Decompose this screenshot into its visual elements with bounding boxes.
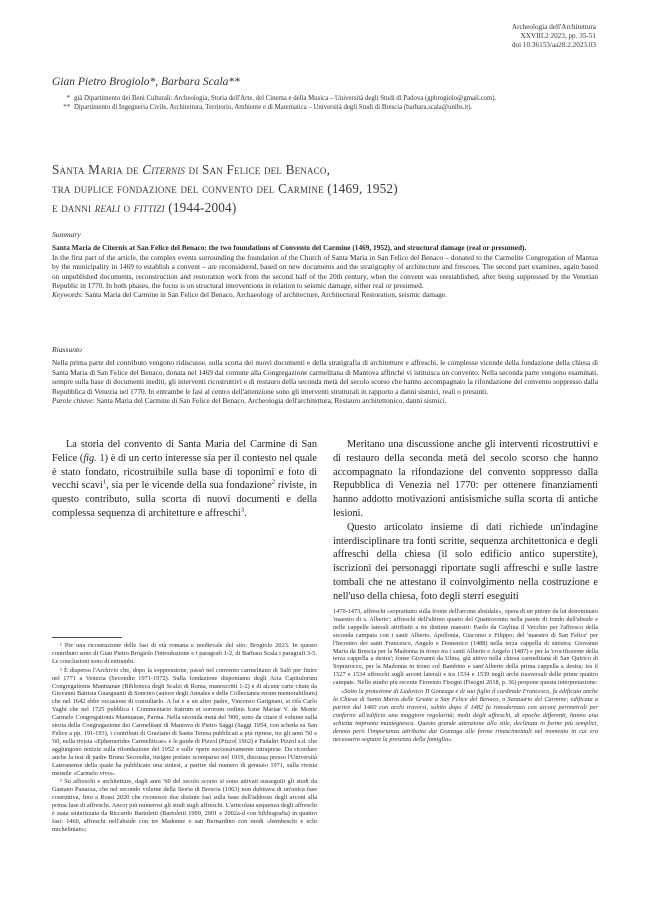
journal-header [512,23,596,50]
footnote-ref[interactable]: 3 [240,506,245,514]
journal-name: Archeologia dell'Architettura [511,23,596,31]
affiliation-text: Dipartimento di Ingegneria Civile, Architettura, Territorio, Ambiente e di Matematica – Università degli Studi di Brescia (barbara.scala@unibs.it). [74,104,473,112]
title-line: tra duplice fondazione del convento del Carmine (1469, 1952) [52,181,398,196]
title-text: o [120,200,134,215]
title-text: e danni [52,200,95,215]
footnote: ³ Su affreschi e architetture, dagli anni '60 del secolo scorso si sono attivati susseguiti gli studi da Gaetano Panazza, che nel secondo volume della Storia di Brescia (1963) non dubitava di un'unica fase costruttiva, fino a Rossi 2020 che riconosce due distinte fasi sulla base dell'addosso degli arconi alla prima fase di affreschi. Ancor più numerosi gli studi sugli affreschi. L'articolata sequenza degli affreschi è stata sintetizzata da Riccardo Bartoletti (Bartoletti 1999, 2001 e 2002a-d con bibliografia) in quattro fasi: 1460, affreschi nell'abside con tre Madonne e san Bernardino con modi «bembeschi e echi michelinian»; [52,778,317,833]
keywords-label: Keywords: [52,290,84,300]
parole-chiave-label: Parole chiave: [52,396,95,406]
affiliation-mark: ** [63,104,70,112]
title-italic: reali [94,200,121,215]
summary-text: In the first part of the article, the complex events surrounding the foundation of the Church of Santa Maria in San Felice del Benaco – donated to the Carmelite Congregation of Mantua by the municipality in 1469 to establish a convent – are reconsidered, based on new documents and the stratigraphy of architecture and frescoes. The second part examines, again based on unpublished documents, reconstruction and restoration work from the second half of the 20th century, when the convent was reestablished, after being suppressed by the Venetian Republic in 1770. In both phases, the focus is on structural interventions in relation to seismic damage, either real or presumed. [52,252,598,291]
title-text: di San Felice del Benaco, [185,162,331,177]
footnote: ¹ Per una ricostruzione delle fasi di età romana e medievale del sito: Brogiolo 2023. In questo contributo sono di Gian Pietro Brogiolo l'introduzione e i paragrafi 1-2, di Barbara Scala i paragrafi 3-5. Le conclusioni sono di entrambi. [52,642,317,665]
body-column-left [52,438,317,521]
journal-doi: doi 10.36153/aa28.2.2023.03 [511,41,596,49]
riassunto-text: Nella prima parte del contributo vengono ridiscusse, sulla scorta dei nuovi documenti e della stratigrafia di architetture e affreschi, le complesse vicende della fondazione della chiesa di Santa Maria di San Felice del Benaco, donata nel 1469 dal comune alla Congregazione carmelitana di Mantova affinché vi istituisca un convento. Nella seconda parte vengono esaminati, sempre sulla base di documenti inediti, gli interventi ricostruttivi e di restauro della seconda metà del secolo scorso che hanno accompagnato la rifondazione del convento soppresso dalla Repubblica di Venezia nel 1770. In entrambe le fasi al centro dell'attenzione sono gli interventi strutturali in rapporto a danni sismici, reali o presunti. [52,358,598,396]
riassunto-heading: Riassunto [52,345,82,354]
footnote-ref[interactable]: 2 [271,478,276,486]
affiliation-mark: * [66,95,70,102]
parole-chiave: Santa Maria del Carmine di San Felice del Benaco, Archeologia dell'architettura, Restauro architettonico, danni sismici. [94,396,447,406]
title-italic: Citernis [142,162,186,177]
footnote-ref[interactable]: 1 [102,478,107,486]
summary-section [52,230,598,300]
affiliations [60,95,605,113]
journal-issue: XXVIII.2 2023, pp. 35-51 [520,32,596,40]
title-text: Santa Maria de [52,162,143,177]
affiliation-1 [60,95,605,103]
footnotes-right [333,608,598,744]
keywords: Santa Maria del Carmine in San Felice del Benaco, Archaeology of architecture, Architectural Restoration, seismic damage. [83,290,447,300]
footnote-divider [52,637,122,638]
authors: Gian Pietro Brogiolo*, Barbara Scala** [52,76,240,88]
title-italic: fittizi [133,200,165,215]
footnote-continued: 1470-1473, affreschi «soprattutto sulla fronte dell'arcone absidale», opera di un pittore da lui denominato 'maestro di s. Alberto'; affreschi dell'ultimo quarto del Quattrocento nella parete di fondo dell'abside e nelle cappelle laterali attribuiti a tre distinte maestri: Paolo da Caylina il Vecchio per l'affresco della seconda campata con i santi Alberto, Apollonia, Giacomo e Filippo; del 'maestro di San Felice' per l'Incontro dei santi Francesco, Angelo e Domenico (1488) nella terza cappella di sinistra; Giovanni Maria da Brescia per la Madonna in trono tra i santi Alberto e Angelo (1487) e per la 'crocifissione della terza cappella a destra'; fonse Giovanni da Ulma, già attivo nella chiesa carmelitana di San Quirico di Soprarocco, per la Madonna in trono col Bambino e sant'Alberto della prima cappella a destra; tra il 1527 e 1534 affreschi sugli arconi laterali e tra 1534 e 1539 negli archi trasversali delle prime quattro campate. Nello studio più recente Fiorenzo Fisogni (Fisogni 2018, p. 36) propone questa interpretazione: [333,608,598,687]
paragraph: Meritano una discussione anche gli interventi ricostruttivi e di restauro della seconda metà del secolo scorso che hanno accompagnato la rifondazione del convento soppresso dalla Repubblica di Venezia nel 1770: per ottenere finanziamenti hanno addotto motivazioni antisismiche sulla scorta di antiche lesioni. [333,439,598,519]
footnotes-left [52,642,317,835]
paragraph: La storia del convento di Santa Maria del Carmine di San Felice (fig. 1) è di un certo interesse sia per il contesto nel quale è stato fondato, ricostruibile sulla base di toponimi e foto di vecchi scavi$^1$, sia per le vicende della sua fondazione$^2$ riviste, in questo contributo, sulla scorta di nuovi documenti e della complessa sequenza di architetture e affreschi$^3$. [52,439,317,519]
affiliation-2 [60,104,605,112]
footnote-quote: «Sotto la protezione di Ludovico II Gonzaga e di suo figlio il cardinale Francesco, fu edificata anche la Chiesa di Santa Maria delle Grazie a San Felice del Benaco, o Santuario del Carmine; edificata a partire dal 1460 con archi traversi, subito dopo il 1482 fu rimodernata con arconi perimetrali per conferire all'edificio una maggiore regolarità; molti degli affreschi, di epoche differenti, hanno una schietta impronta mantegnesca. Questo grande attenzione allo stile, declinata in forme più semplici, denota però l'importanza attribuita dai Gonzaga alle forme rinascimentali nel momento in cui era necessario segnare la presenza della famiglia». [333,688,598,743]
summary-english-title: Santa Maria de Citernis at San Felice del Benaco: the two foundations of Convento del Carmine (1469, 1952), and structural damage (real or presumed). [52,243,527,253]
article-title [52,160,602,217]
riassunto-section [52,345,598,405]
paragraph: Questo articolato insieme di dati richiede un'indagine interdisciplinare tra fonti scritte, sequenza architettonica e degli affreschi della chiesa (il solo edificio antico superstite), iscrizioni dei personaggi riportate sugli affreschi e sulle lastre tombali che ne attestano il coinvolgimento nella costruzione e nell'uso della chiesa, foto degli sterri eseguiti [333,521,598,602]
summary-heading: Summary [52,230,81,239]
footnote: ² È disperso l'Archivio che, dopo la soppressione, passò nel convento carmelitano di Salò per finire nel 1771 a Venezia (Secondin 1971-1972). Sulla fondazione disponiamo degli Acta Capitulorum Congregationis Mantuanae (Biblioteca degli Scalzi di Roma, manoscritti 1-2) e di alcune carte citate da Giovanni Battista Guarguanti di Soncino (autore degli Annales e delle Collectanea rerum memorabilium) che nel 1642 ebbe occasione di consultarlo. A lui e a un altro padre, Vincenzo Garignani, si rifà Carlo Vaghi che nel 1725 pubblica i Commentario fratrum et sororum ordinis b.me Mariae V. de Monte Carmelo Congregationis Mantuanae, Parma. Nella seconda metà del '900, sono da citare il volume sulla storia della Congregazione dei Carmelitani di Mantova di Pietro Saggi (Saggi 1954, con scheda su San Felice a pp. 191-193), i contributi di Graziano di Santa Teresa pubblicati a più riprese, tra gli anni '50 e '60, nella rivista «Ephemerides Carmeliticae» e le guide di Pizzol (Pizzol 1962) e Padaltri Pizzol s.d. che aggiungono notizie sulla rifondazione del 1952 e sulle opere successivamente intraprese. Da ricordare anche la tesi di padre Bruno Secondin, insigne prelato scomparso nel 1919, discussa presso l'Università Lateranense della quale ha pubblicato una sintesi, a partire dal numero di gennaio 1971, sulla rivista mensile «Carmelo vivo». [52,666,317,777]
title-text: (1944-2004) [164,200,237,215]
body-column-right [333,438,598,604]
affiliation-text: già Dipartimento dei Beni Culturali: Archeologia, Storia dell'Arte, del Cinema e della Musica – Università degli Studi di Padova (gpbrogiolo@gmail.com). [74,95,497,102]
